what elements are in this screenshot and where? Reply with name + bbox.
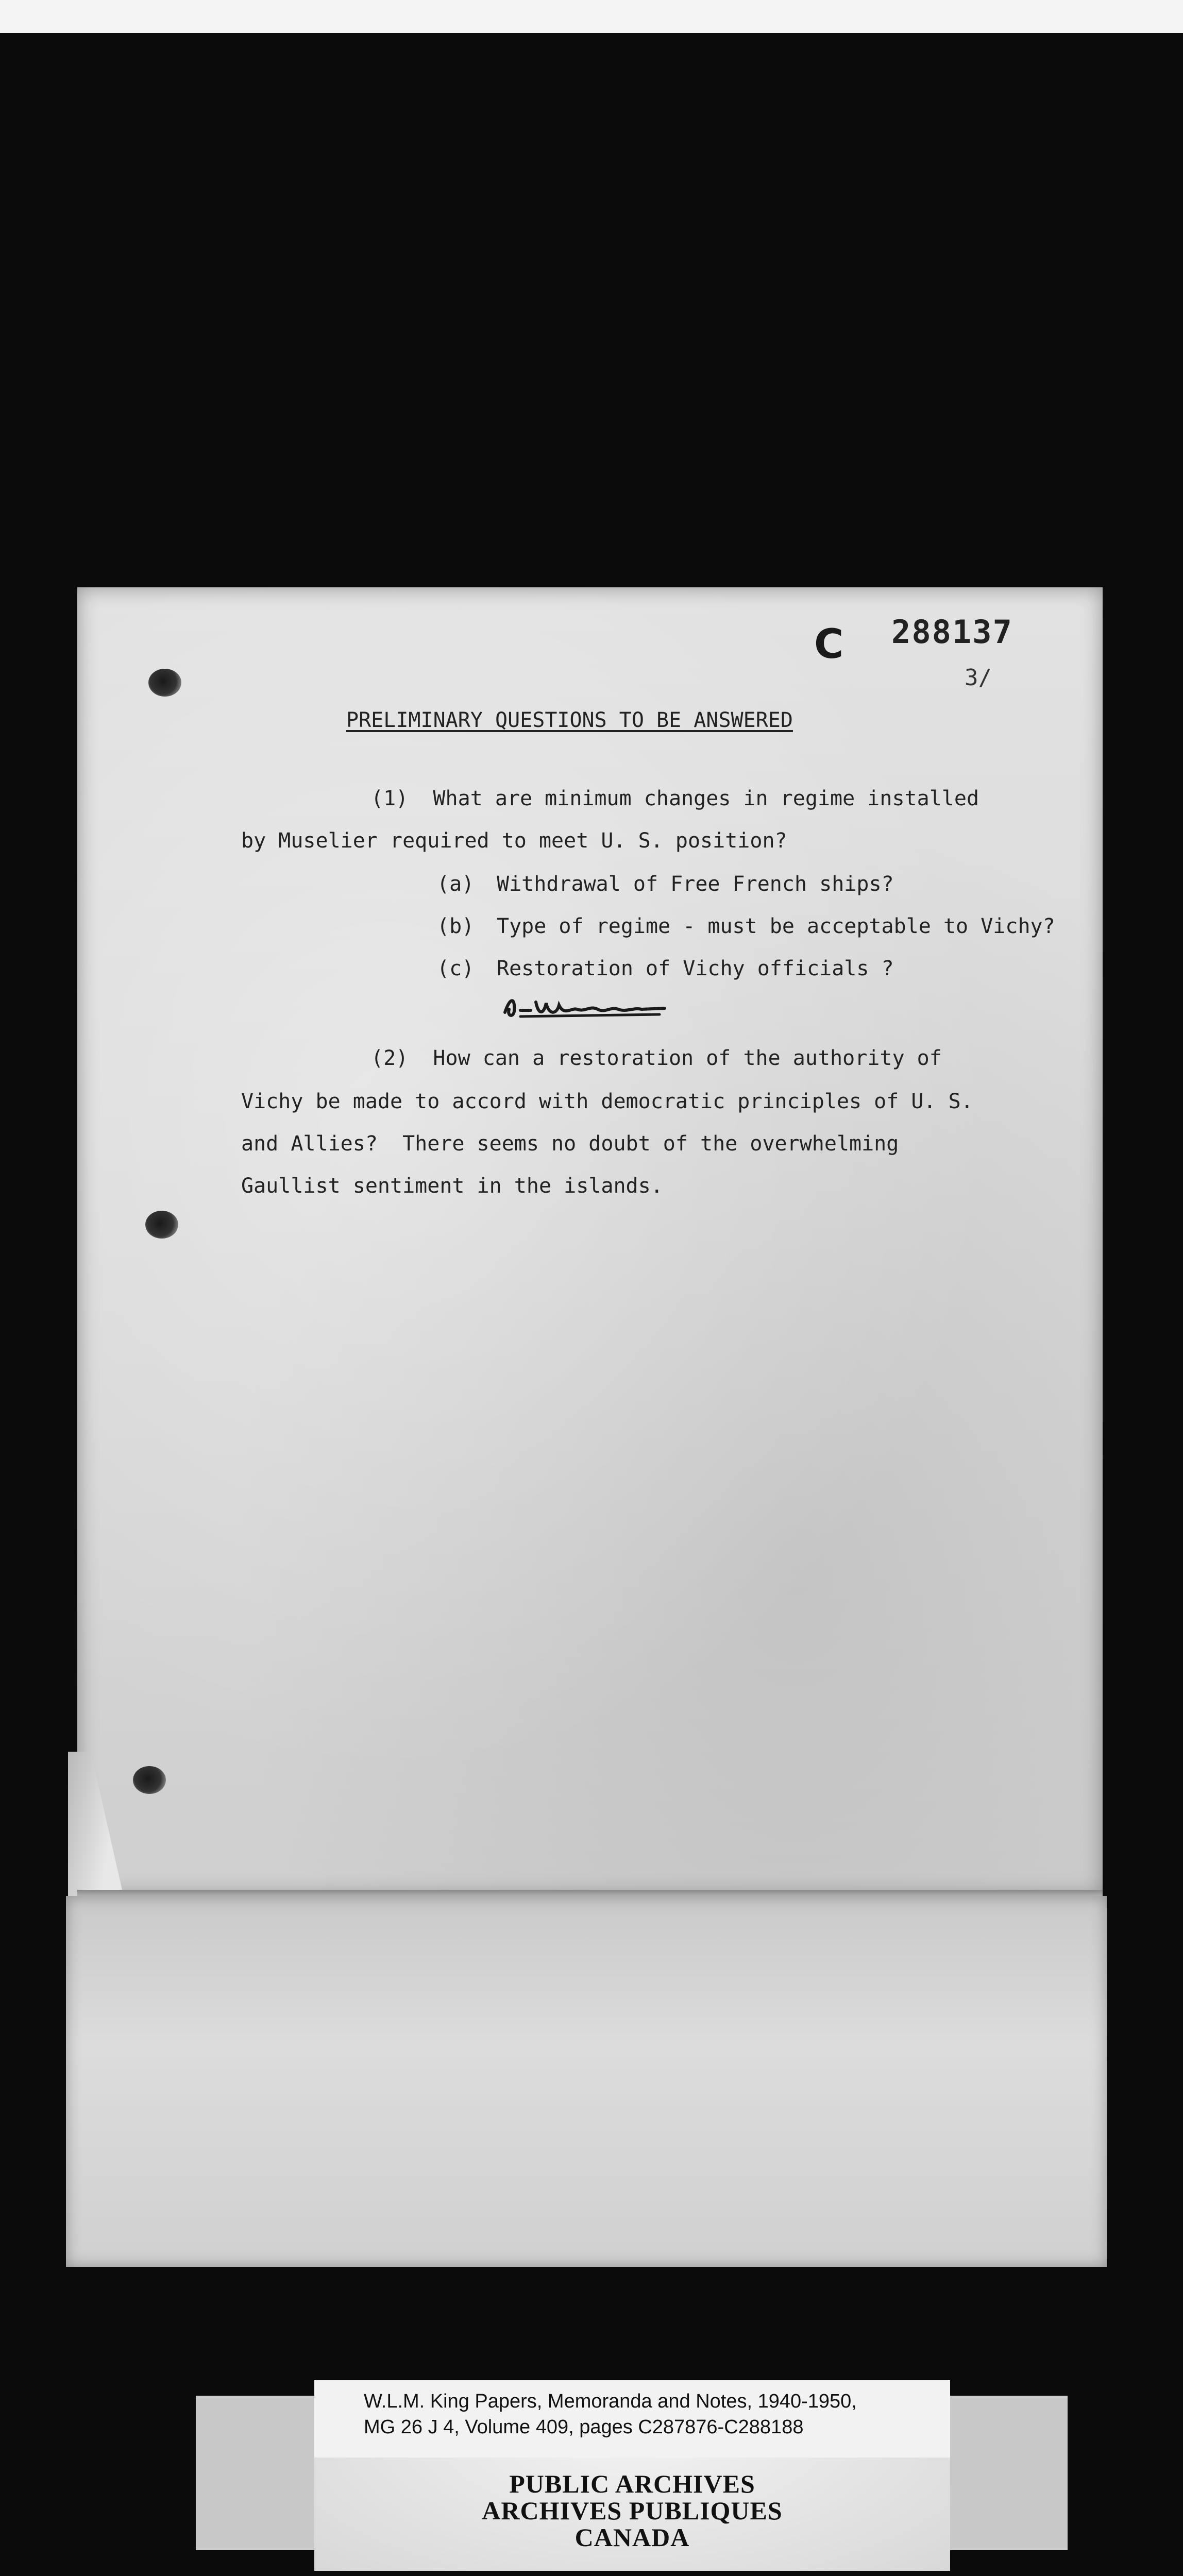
- archive-stamp-line-1: PUBLIC ARCHIVES: [509, 2469, 755, 2498]
- corner-mark: C: [814, 621, 844, 668]
- question-2-line-4: Gaullist sentiment in the islands.: [241, 1174, 663, 1198]
- item-c-marker: (c): [437, 957, 475, 980]
- item-a-text: Withdrawal of Free French ships?: [497, 872, 894, 896]
- document-title: PRELIMINARY QUESTIONS TO BE ANSWERED: [346, 708, 793, 732]
- archive-stamp-line-2: ARCHIVES PUBLIQUES: [482, 2496, 783, 2525]
- label-frame-left: [196, 2396, 315, 2550]
- punch-hole-bottom: [133, 1766, 166, 1794]
- question-2-line-3: and Allies? There seems no doubt of the overwhelming: [241, 1132, 899, 1156]
- punch-hole-top: [148, 669, 181, 697]
- handwritten-signature: [500, 987, 670, 1023]
- archive-caption-line-1: W.L.M. King Papers, Memoranda and Notes, 1940-1950,: [364, 2391, 857, 2412]
- document-page: [77, 587, 1103, 1896]
- label-frame-right: [949, 2396, 1068, 2550]
- document-number: 288137: [891, 613, 1013, 651]
- item-a-marker: (a): [437, 872, 475, 896]
- punch-hole-middle: [145, 1211, 178, 1239]
- item-b-text: Type of regime - must be acceptable to Vichy?: [497, 914, 1055, 938]
- archive-caption-line-2: MG 26 J 4, Volume 409, pages C287876-C288188: [364, 2416, 804, 2438]
- page-mark: 3/: [965, 665, 992, 691]
- item-b-marker: (b): [437, 914, 475, 938]
- backing-sheet: [66, 1896, 1107, 2267]
- question-2-line-1: (2) How can a restoration of the authority of: [371, 1046, 942, 1070]
- question-1-line-2: by Muselier required to meet U. S. position?: [241, 829, 787, 853]
- question-1-line-1: (1) What are minimum changes in regime installed: [371, 787, 979, 810]
- question-2-line-2: Vichy be made to accord with democratic principles of U. S.: [241, 1090, 973, 1113]
- scan-top-margin: [0, 0, 1183, 33]
- archive-stamp-line-3: CANADA: [574, 2523, 690, 2552]
- item-c-text: Restoration of Vichy officials ?: [497, 957, 894, 980]
